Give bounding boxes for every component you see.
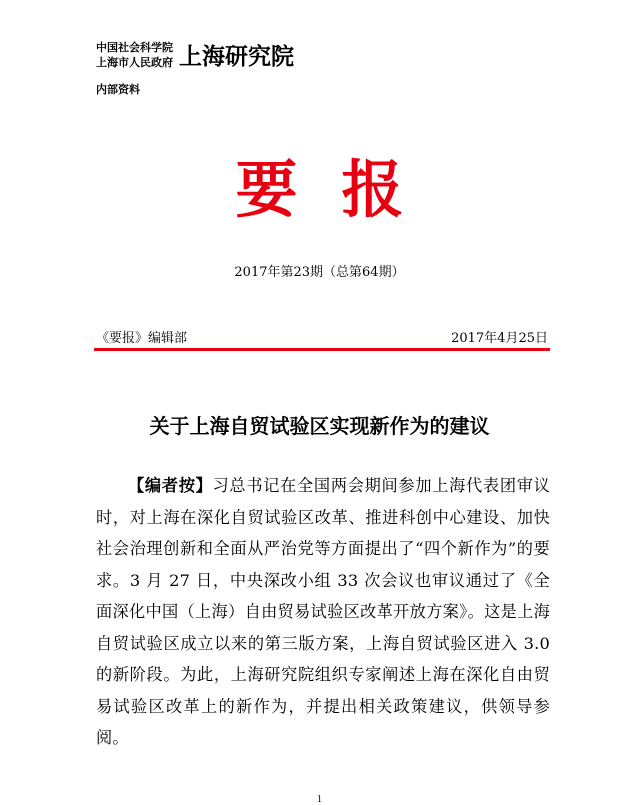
- sponsor-organizations: [96, 40, 173, 70]
- editor-note: [96, 470, 550, 754]
- editor-date-row: [96, 327, 548, 346]
- org-cass: 中国社会科学院: [96, 40, 173, 54]
- editor-note-body: 习总书记在全国两会期间参加上海代表团审议时，对上海在深化自贸试验区改革、推进科创中心建设、加快社会治理创新和全面从严治党等方面提出了“四个新作为”的要求。3 月 27 日，中央深改小组 33 次会议也审议通过了《全面深化中国（上海）自由贸易试验区改革开放方案》。这是上海自贸试验区成立以来的第三版方案，上海自贸试验区进入 3.0 的新阶段。为此，上海研究院组织专家阐述上海在深化自由贸易试验区改革上的新作为，并提出相关政策建议，供领导参阅。: [96, 476, 551, 747]
- org-shanghai-government: 上海市人民政府: [96, 55, 173, 69]
- red-divider: [94, 348, 550, 351]
- publisher-header: [96, 38, 294, 71]
- institute-name: 上海研究院: [179, 43, 294, 70]
- page-number: 1: [317, 794, 322, 805]
- masthead-title: 要报: [235, 153, 448, 226]
- editorial-department: 《要报》编辑部: [96, 331, 188, 346]
- editor-note-label: 【编者按】: [128, 476, 213, 495]
- issue-number: 2017年第23期（总第64期）: [234, 265, 405, 280]
- article-title: 关于上海自贸试验区实现新作为的建议: [149, 414, 490, 438]
- publication-date: 2017年4月25日: [451, 331, 548, 346]
- internal-document-label: 内部资料: [96, 83, 140, 96]
